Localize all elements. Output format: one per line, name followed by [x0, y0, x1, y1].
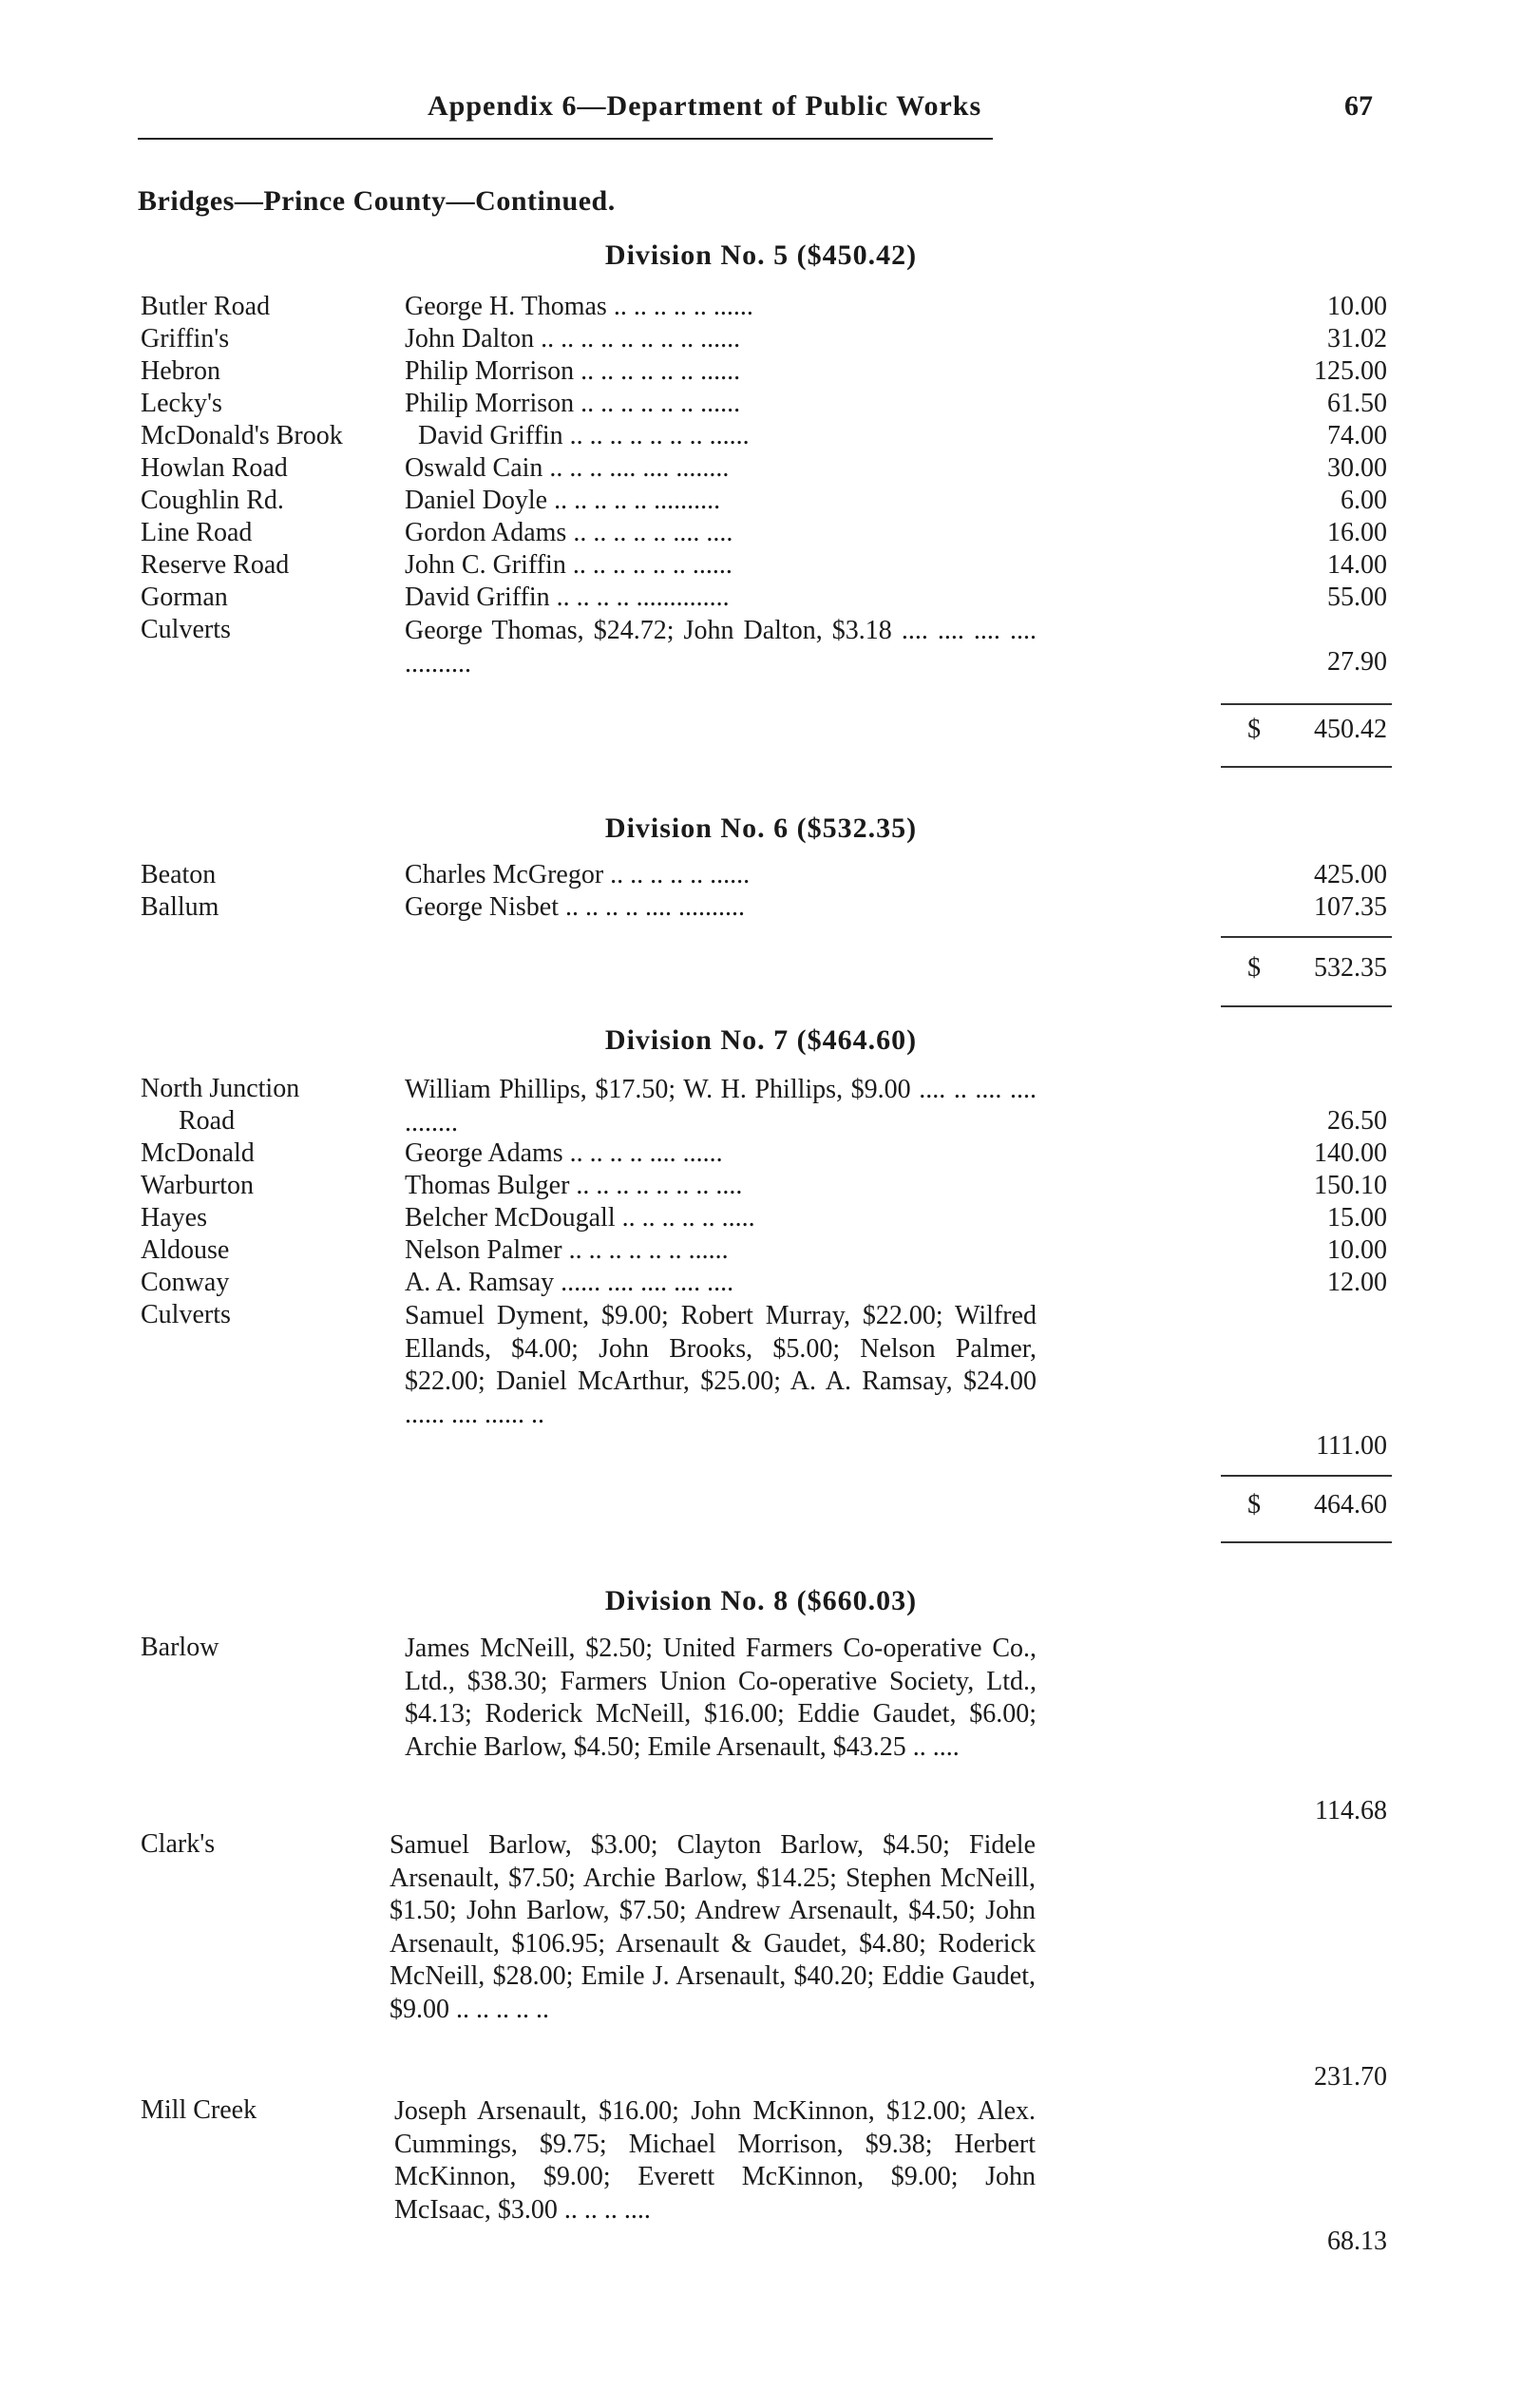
amount: 61.50 [1327, 389, 1387, 418]
amount: 231.70 [1314, 2062, 1387, 2092]
amount: 31.02 [1327, 324, 1387, 354]
payee: A. A. Ramsay ...... .... .... .... .... [405, 1268, 734, 1297]
place-name: Aldouse [141, 1235, 230, 1265]
total-rule [1221, 703, 1392, 705]
place-name: Griffin's [141, 324, 230, 354]
payee: David Griffin .. .. .. .. .. .. .. ...... [418, 421, 750, 450]
payee: George Nisbet .. .. .. .. .... .......... [405, 892, 745, 922]
amount: 10.00 [1327, 292, 1387, 321]
currency-symbol: $ [1247, 953, 1261, 983]
header-rule [138, 138, 993, 140]
place-name: McDonald's Brook [141, 421, 343, 450]
place-name: Line Road [141, 518, 253, 547]
payee: Thomas Bulger .. .. .. .. .. .. .. .... [405, 1171, 743, 1200]
payee: Philip Morrison .. .. .. .. .. .. ...... [405, 389, 741, 418]
payee: Charles McGregor .. .. .. .. .. ...... [405, 860, 751, 889]
currency-symbol: $ [1247, 715, 1261, 744]
total-double-rule [1221, 1005, 1392, 1007]
total-rule [1221, 1475, 1392, 1477]
place-name: McDonald [141, 1138, 255, 1168]
amount: 111.00 [1316, 1431, 1387, 1461]
total-value: 532.35 [1314, 953, 1387, 983]
payee: William Phillips, $17.50; W. H. Phillips, $9.00 .... .. .... .... ........ [405, 1075, 1037, 1137]
division-7-title: Division No. 7 ($464.60) [604, 1024, 918, 1056]
place-name: Culverts [141, 615, 231, 644]
currency-symbol: $ [1247, 1490, 1261, 1519]
section-title: Bridges—Prince County—Continued. [138, 185, 616, 217]
amount: 74.00 [1327, 421, 1387, 450]
running-head-title: Appendix 6—Department of Public Works [428, 90, 982, 122]
amount: 140.00 [1314, 1138, 1387, 1168]
payee: Oswald Cain .. .. .. .... .... ........ [405, 453, 730, 483]
page-number: 67 [1344, 90, 1373, 122]
payee: George H. Thomas .. .. .. .. .. ...... [405, 292, 753, 321]
payee: George Adams .. .. .. .. .... ...... [405, 1138, 723, 1168]
total-value: 464.60 [1314, 1490, 1387, 1519]
payee: Belcher McDougall .. .. .. .. .. ..... [405, 1203, 755, 1233]
amount: 125.00 [1314, 356, 1387, 386]
total-double-rule [1221, 1541, 1392, 1543]
place-name: Barlow [141, 1633, 219, 1662]
payee: Nelson Palmer .. .. .. .. .. .. ...... [405, 1235, 729, 1265]
total-double-rule [1221, 766, 1392, 768]
amount: 15.00 [1327, 1203, 1387, 1233]
amount: 12.00 [1327, 1268, 1387, 1297]
place-name: North Junction [141, 1074, 300, 1103]
place-name: Culverts [141, 1300, 231, 1329]
amount: 27.90 [1327, 647, 1387, 677]
amount: 150.10 [1314, 1171, 1387, 1200]
payee: George Thomas, $24.72; John Dalton, $3.18 .... .... .... .... .......... [405, 616, 1037, 678]
payee: David Griffin .. .. .. .. .............. [405, 583, 730, 612]
place-name: Reserve Road [141, 550, 290, 580]
place-name: Coughlin Rd. [141, 486, 284, 515]
payee: John C. Griffin .. .. .. .. .. .. ...... [405, 550, 732, 580]
place-name: Hayes [141, 1203, 207, 1233]
total-value: 450.42 [1314, 715, 1387, 744]
payee: Samuel Dyment, $9.00; Robert Murray, $22.00; Wilfred Ellands, $4.00; John Brooks, $5.00; Nelson Palmer, $22.00; Daniel McArthur, $25.00; A. A. Ramsay, $24.00 ...... .... ...... .. [405, 1301, 1037, 1429]
payee: Gordon Adams .. .. .. .. .. .... .... [405, 518, 733, 547]
place-name: Howlan Road [141, 453, 288, 483]
amount: 10.00 [1327, 1235, 1387, 1265]
amount: 68.13 [1327, 2226, 1387, 2256]
place-name: Mill Creek [141, 2095, 257, 2125]
division-6-title: Division No. 6 ($532.35) [604, 812, 918, 844]
amount: 14.00 [1327, 550, 1387, 580]
amount: 26.50 [1327, 1106, 1387, 1136]
amount: 107.35 [1314, 892, 1387, 922]
division-8-title: Division No. 8 ($660.03) [604, 1585, 918, 1616]
payee: James McNeill, $2.50; United Farmers Co-operative Co., Ltd., $38.30; Farmers Union Co-operative Society, Ltd., $4.13; Roderick McNeill, $16.00; Eddie Gaudet, $6.00; Archie Barlow, $4.50; Emile Arsenault, $43.25 .. .... [405, 1634, 1037, 1762]
division-5-title: Division No. 5 ($450.42) [604, 239, 918, 271]
running-head [138, 90, 1373, 138]
amount: 6.00 [1341, 486, 1387, 515]
total-rule [1221, 936, 1392, 938]
place-name: Hebron [141, 356, 220, 386]
place-name: Beaton [141, 860, 217, 889]
payee: Samuel Barlow, $3.00; Clayton Barlow, $4.50; Fidele Arsenault, $7.50; Archie Barlow, $14.25; Stephen McNeill, $1.50; John Barlow, $7.50; Andrew Arsenault, $4.50; John Arsenault, $106.95; Arsenault & Gaudet, $4.80; Roderick McNeill, $28.00; Emile J. Arsenault, $40.20; Eddie Gaudet, $9.00 .. .. .. .. .. [390, 1830, 1036, 2024]
place-name: Ballum [141, 892, 219, 922]
place-name: Clark's [141, 1829, 216, 1859]
place-name: Conway [141, 1268, 230, 1297]
amount: 55.00 [1327, 583, 1387, 612]
amount: 114.68 [1315, 1796, 1387, 1825]
amount: 16.00 [1327, 518, 1387, 547]
place-name: Gorman [141, 583, 228, 612]
payee: John Dalton .. .. .. .. .. .. .. .. ...... [405, 324, 741, 354]
amount: 425.00 [1314, 860, 1387, 889]
place-name: Lecky's [141, 389, 222, 418]
payee: Daniel Doyle .. .. .. .. .. .......... [405, 486, 721, 515]
payee: Joseph Arsenault, $16.00; John McKinnon, $12.00; Alex. Cummings, $9.75; Michael Morrison, $9.38; Herbert McKinnon, $9.00; Everett McKinnon, $9.00; John McIsaac, $3.00 .. .. .. .... [394, 2096, 1036, 2225]
payee: Philip Morrison .. .. .. .. .. .. ...... [405, 356, 741, 386]
place-name: Butler Road [141, 292, 271, 321]
amount: 30.00 [1327, 453, 1387, 483]
place-name: Warburton [141, 1171, 255, 1200]
place-name-continuation: Road [179, 1106, 236, 1136]
